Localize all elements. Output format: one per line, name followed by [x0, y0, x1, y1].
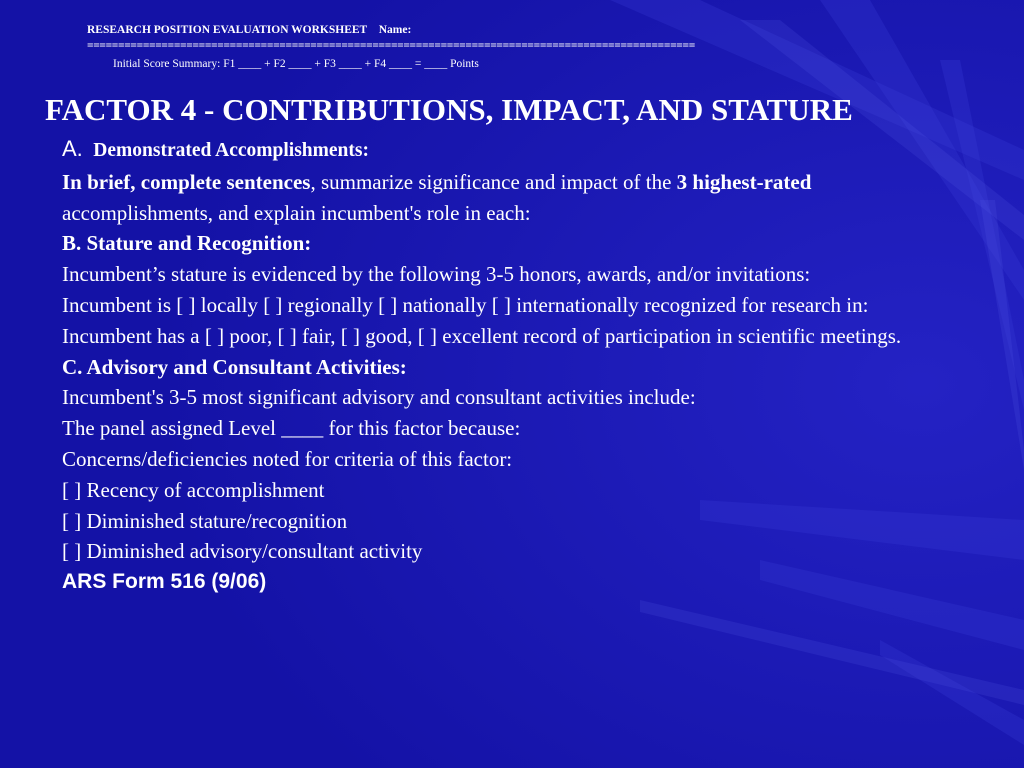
- factor-content: [62, 134, 962, 598]
- section-a-text-2: accomplishments, and explain incumbent's role in each:: [62, 200, 531, 225]
- section-c-activities: Incumbent's 3-5 most significant advisory and consultant activities include:: [62, 385, 696, 410]
- section-a-letter: A.: [62, 136, 83, 161]
- checklist-item-advisory: [ ] Diminished advisory/consultant activity: [62, 539, 423, 564]
- section-a-highlight: 3 highest-rated: [676, 169, 812, 194]
- section-a-title: Demonstrated Accomplishments:: [93, 140, 369, 161]
- score-summary: Initial Score Summary: F1 ____ + F2 ____ + F3 ____ + F4 ____ = ____ Points: [113, 58, 479, 70]
- factor-title: FACTOR 4 - CONTRIBUTIONS, IMPACT, AND STATURE: [45, 92, 853, 127]
- section-b-title: B. Stature and Recognition:: [62, 231, 312, 256]
- section-b-recognition: Incumbent is [ ] locally [ ] regionally [ ] nationally [ ] internationally recognized for research in:: [62, 292, 869, 317]
- checklist-item-stature: [ ] Diminished stature/recognition: [62, 508, 348, 533]
- section-a-heading: [62, 134, 962, 167]
- panel-level: The panel assigned Level ____ for this factor because:: [62, 416, 521, 441]
- section-a-lead: In brief, complete sentences: [62, 169, 311, 194]
- concerns-label: Concerns/deficiencies noted for criteria of this factor:: [62, 446, 513, 471]
- header-rule: ==================================================================================================: [87, 40, 695, 52]
- worksheet-header-title: [87, 24, 411, 36]
- worksheet-title: RESEARCH POSITION EVALUATION WORKSHEET: [87, 24, 368, 36]
- name-label: Name:: [378, 24, 412, 36]
- section-c-title: C. Advisory and Consultant Activities:: [62, 354, 407, 379]
- form-id: ARS Form 516 (9/06): [62, 570, 267, 594]
- section-b-participation: Incumbent has a [ ] poor, [ ] fair, [ ] good, [ ] excellent record of participation in scientific meetings.: [62, 323, 902, 348]
- section-a-text-1: , summarize significance and impact of the: [310, 169, 677, 194]
- section-a-instructions: [62, 167, 962, 229]
- section-b-honors: Incumbent’s stature is evidenced by the following 3-5 honors, awards, and/or invitations:: [62, 262, 811, 287]
- checklist-item-recency: [ ] Recency of accomplishment: [62, 477, 325, 502]
